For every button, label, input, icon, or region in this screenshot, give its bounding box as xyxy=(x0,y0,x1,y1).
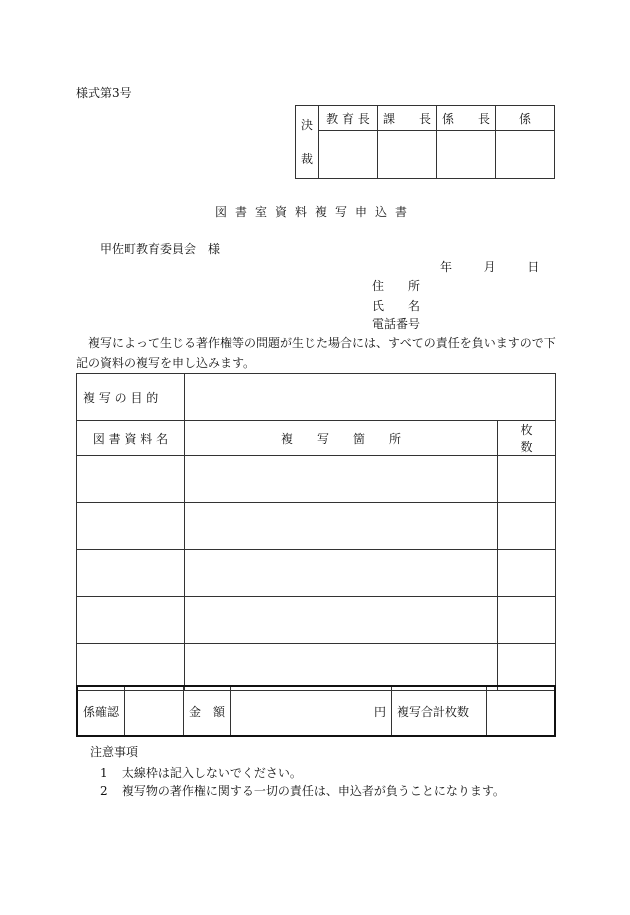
approval-role-section-chief: 課 長 xyxy=(378,106,437,131)
page-count-cell[interactable] xyxy=(498,503,556,550)
material-name-cell[interactable] xyxy=(77,456,185,503)
page-count-cell[interactable] xyxy=(498,597,556,644)
note-item xyxy=(100,764,302,781)
applicant-phone-label: 電話番号 xyxy=(372,317,421,331)
table-row xyxy=(77,644,556,691)
material-name-cell[interactable] xyxy=(77,597,185,644)
staff-check-label: 係確認 xyxy=(77,686,125,736)
note-number: 2 xyxy=(100,784,108,798)
document-title: 図書室資料複写申込書 xyxy=(214,205,415,219)
material-name-cell[interactable] xyxy=(77,550,185,597)
approval-stamp-box[interactable] xyxy=(378,131,437,179)
amount-label: 金 額 xyxy=(184,686,231,736)
copy-section-cell[interactable] xyxy=(185,456,498,503)
purpose-label: 複 写 の 目 的 xyxy=(77,374,185,421)
page-count-cell[interactable] xyxy=(498,644,556,691)
approval-kessai-cell xyxy=(296,106,319,179)
table-row xyxy=(77,503,556,550)
approval-role-superintendent: 教 育 長 xyxy=(319,106,378,131)
material-name-cell[interactable] xyxy=(77,644,185,691)
copy-section-cell[interactable] xyxy=(185,644,498,691)
copy-section-cell[interactable] xyxy=(185,550,498,597)
header-copy-section: 複 写 箇 所 xyxy=(185,421,498,456)
date-day-label: 日 xyxy=(527,260,540,274)
approval-role-staff: 係 xyxy=(496,106,555,131)
notes-title: 注意事項 xyxy=(90,745,139,759)
purpose-input[interactable] xyxy=(185,374,556,421)
form-number-label: 様式第3号 xyxy=(76,86,132,100)
applicant-name-label: 氏 名 xyxy=(372,299,421,313)
office-use-table xyxy=(76,685,556,737)
table-row xyxy=(77,550,556,597)
page-count-cell[interactable] xyxy=(498,456,556,503)
note-number: 1 xyxy=(100,766,108,780)
copy-section-cell[interactable] xyxy=(185,503,498,550)
table-row xyxy=(77,456,556,503)
header-page-count: 枚 数 xyxy=(498,421,556,456)
header-material-name: 図 書 資 料 名 xyxy=(77,421,185,456)
amount-yen-label: 円 xyxy=(231,686,392,736)
kessai-char-bottom: 裁 xyxy=(300,152,313,166)
approval-table xyxy=(295,105,555,179)
date-line xyxy=(440,258,539,275)
date-month-label: 月 xyxy=(483,260,496,274)
copy-section-cell[interactable] xyxy=(185,597,498,644)
total-pages-box xyxy=(487,686,556,736)
note-text: 複写物の著作権に関する一切の責任は、申込者が負うことになります。 xyxy=(121,784,505,798)
note-item xyxy=(100,782,505,799)
table-row xyxy=(77,597,556,644)
page-count-cell[interactable] xyxy=(498,550,556,597)
addressee: 甲佐町教育委員会 様 xyxy=(100,242,221,256)
material-name-cell[interactable] xyxy=(77,503,185,550)
note-text: 太線枠は記入しないでください。 xyxy=(121,766,302,780)
approval-stamp-box[interactable] xyxy=(437,131,496,179)
approval-stamp-box[interactable] xyxy=(496,131,555,179)
applicant-address-label: 住 所 xyxy=(372,279,421,293)
approval-stamp-box[interactable] xyxy=(319,131,378,179)
date-year-label: 年 xyxy=(440,260,453,274)
total-pages-label: 複写合計枚数 xyxy=(392,686,487,736)
kessai-char-top: 決 xyxy=(300,118,313,132)
copy-request-table xyxy=(76,373,556,691)
declaration-text: 複写によって生じる著作権等の問題が生じた場合には、すべての責任を負いますので下記の資料の複写を申し込みます。 xyxy=(76,336,556,370)
staff-check-box xyxy=(125,686,184,736)
approval-role-subsection-chief: 係 長 xyxy=(437,106,496,131)
